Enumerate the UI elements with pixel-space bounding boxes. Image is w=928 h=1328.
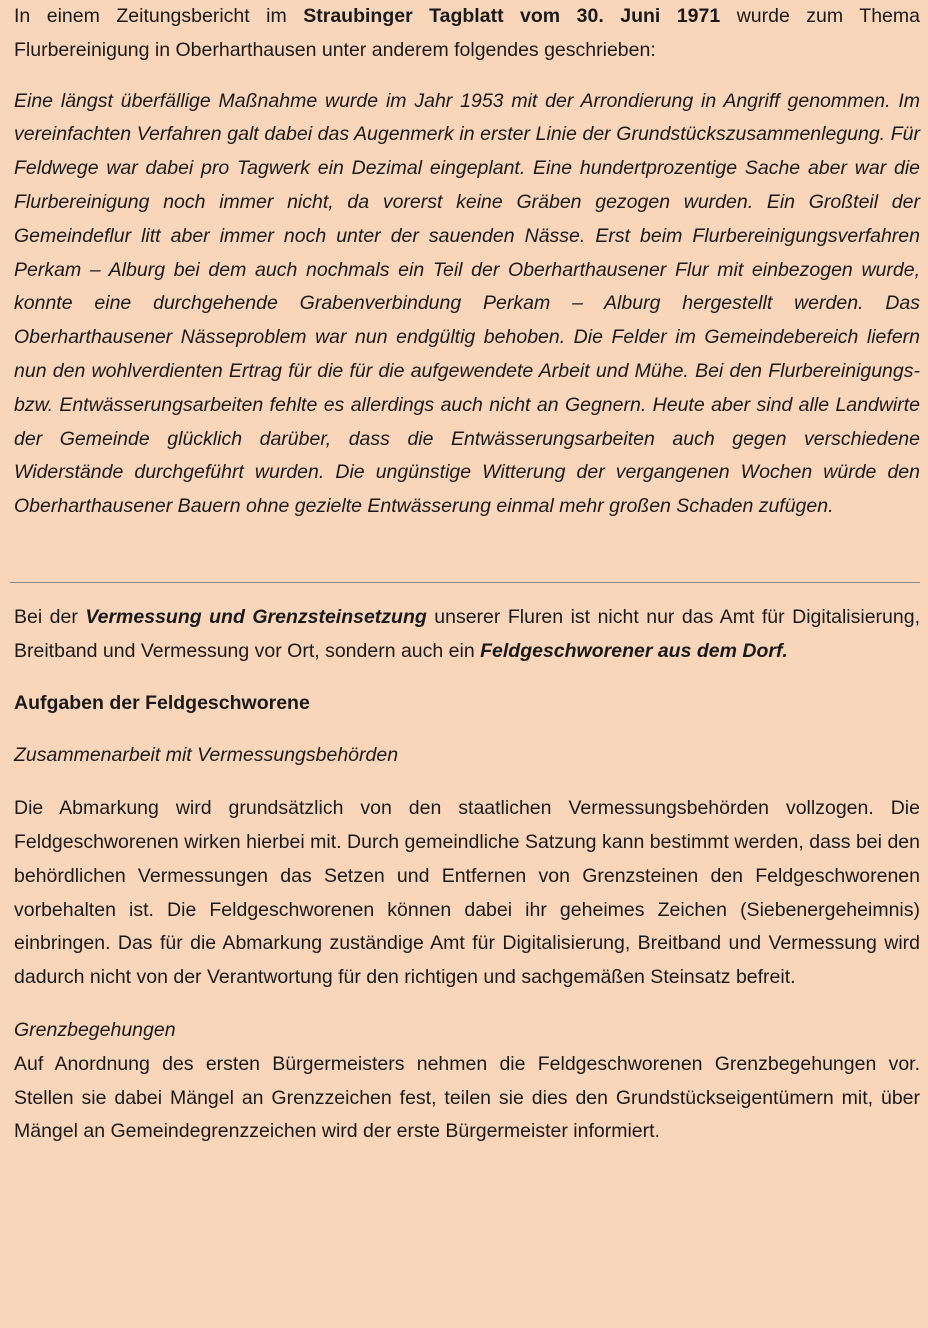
vermessung-text-1: Bei der — [14, 605, 86, 628]
vermessung-text-2: unserer Fluren ist nicht nur das Amt für Digitalisierung, Breitband und Vermessung vor Ort, sondern auch ein — [14, 605, 921, 662]
abmarkung-paragraph: Die Abmarkung wird grundsätzlich von den staatlichen Vermessungsbehörden vollzogen. Die Feldgeschworenen wirken hierbei mit. Durch gemeindliche Satzung kann bestimmt werden, dass bei den behördlichen Vermessungen das Setzen und Entfernen von Grenzsteinen den Feldgeschworenen vorbehalten ist. Die Feldgeschworenen können dabei ihr geheimes Zeichen (Siebenergeheimnis) einbringen. Das für die Abmarkung zuständige Amt für Digitalisierung, Breitband und Vermessung wird dadurch nicht von der Verantwortung für den richtigen und sachgemäßen Steinsatz befreit. — [14, 797, 920, 989]
subheading-zusammenarbeit: Zusammenarbeit mit Vermessungsbehörden — [14, 744, 399, 767]
newspaper-quote: Eine längst überfällige Maßnahme wurde im Jahr 1953 mit der Arrondierung in Angriff genommen. Im vereinfachten Verfahren galt dabei das Augenmerk in erster Linie der Grundstückszusammenlegung. Für Feldwege war dabei pro Tagwerk ein Dezimal eingeplant. Eine hundertprozentige Sache aber war die Flurbereinigung noch immer nicht, da vorerst keine Gräben gezogen wurden. Ein Großteil der Gemeindeflur litt aber immer noch unter der sauenden Nässe. Erst beim Flurbereinigungsverfahren Perkam – Alburg bei dem auch nochmals ein Teil der Oberharthausener Flur mit einbezogen wurde, konnte eine durchgehende Grabenverbindung Perkam – Alburg hergestellt werden. Das Oberharthausener Nässeproblem war nun endgültig behoben. Die Felder im Gemeindebereich liefern nun den wohlverdienten Ertrag für die für die aufgewendete Arbeit und Mühe. Bei den Flurbereinigungs- bzw. Entwässerungsarbeiten fehlte es allerdings auch nicht an Gegnern. Heute aber sind alle Landwirte der Gemeinde glücklich darüber, dass die Entwässerungsarbeiten auch gegen verschiedene Widerstände durchgeführt wurden. Die ungünstige Witterung der vergangenen Wochen würde den Oberharthausener Bauern ohne gezielte Entwässerung einmal mehr großen Schaden zufügen. — [14, 89, 920, 518]
page-content — [14, 0, 920, 1149]
grenzbegehungen-paragraph: Auf Anordnung des ersten Bürgermeisters nehmen die Feldgeschworenen Grenzbegehungen vor. Stellen sie dabei Mängel an Grenzzeichen fest, teilen sie dies den Grundstückseigentümern mit, über Mängel an Gemeindegrenzzeichen wird der erste Bürgermeister informiert. — [14, 1052, 920, 1143]
intro-newspaper-reference: Straubinger Tagblatt vom 30. Juni 1971 — [303, 5, 721, 27]
vermessung-emphasis-2: Feldgeschworener aus dem Dorf. — [480, 639, 788, 662]
intro-text-2: wurde zum Thema Flurbereinigung in Oberharthausen unter anderem folgendes geschrieben: — [14, 5, 920, 61]
vermessung-emphasis-1: Vermessung und Grenzsteinsetzung — [85, 605, 427, 628]
subheading-grenzbegehungen: Grenzbegehungen — [14, 1018, 176, 1041]
intro-text-1: In einem Zeitungsbericht im — [14, 5, 304, 27]
horizontal-divider — [10, 582, 920, 583]
heading-aufgaben: Aufgaben der Feldgeschworene — [14, 691, 310, 714]
intro-paragraph — [14, 0, 920, 68]
vermessung-paragraph — [14, 601, 920, 669]
